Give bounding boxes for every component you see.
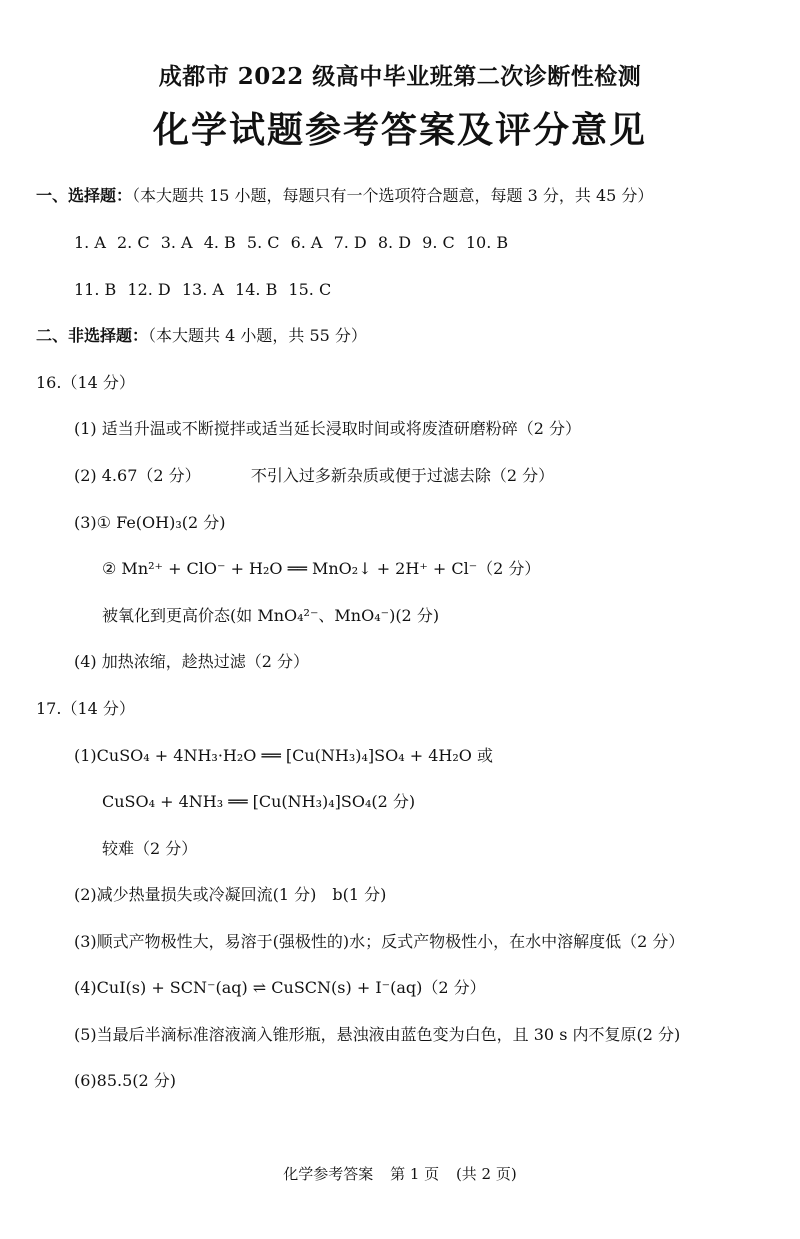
mc-answer: 2. C — [117, 233, 150, 252]
q16-part-4: (4) 加热浓缩，趁热过滤（2 分） — [74, 652, 310, 671]
q16-part-3-3: 被氧化到更高价态(如 MnO₄²⁻、MnO₄⁻)(2 分) — [102, 606, 440, 625]
mc-answer: 9. C — [422, 233, 455, 252]
exam-title: 成都市 2022 级高中毕业班第二次诊断性检测 — [158, 63, 642, 90]
q16-part-3-1: (3)① Fe(OH)₃(2 分) — [74, 513, 226, 532]
mc-answer: 10. B — [465, 233, 509, 252]
section-1-heading-line — [36, 185, 653, 207]
q16-part-1: (1) 适当升温或不断搅拌或适当延长浸取时间或将废渣研磨粉碎（2 分） — [74, 419, 582, 438]
q16-part-2a: (2) 4.67（2 分） — [74, 466, 201, 485]
q17-part-2: (2)减少热量损失或冷凝回流(1 分) b(1 分) — [74, 885, 387, 904]
q17-part-3: (3)顺式产物极性大，易溶于(强极性的)水；反式产物极性小，在水中溶解度低（2 分） — [74, 932, 685, 951]
mc-answer: 14. B — [235, 280, 278, 299]
section-2-heading: 二、非选择题： — [36, 326, 149, 345]
footer-subject: 化学参考答案 — [283, 1165, 374, 1183]
q17-part-1b: CuSO₄ + 4NH₃ ══ [Cu(NH₃)₄]SO₄(2 分) — [102, 792, 416, 811]
mc-answer: 5. C — [246, 233, 280, 252]
mc-answer: 8. D — [377, 233, 412, 252]
section-1-note: （本大题共 15 小题，每题只有一个选项符合题意，每题 3 分，共 45 分） — [132, 186, 654, 205]
q16-part-2b: 不引入过多新杂质或便于过滤去除（2 分） — [250, 466, 555, 485]
question-16-label: 16.（14 分） — [36, 373, 135, 392]
page-footer — [0, 1163, 800, 1184]
mc-answers-row-2 — [74, 279, 337, 301]
q17-part-6: (6)85.5(2 分) — [74, 1071, 177, 1090]
mc-answer: 4. B — [203, 233, 236, 252]
mc-answer: 15. C — [288, 280, 332, 299]
mc-answer: 7. D — [333, 233, 367, 252]
section-2-note: （本大题共 4 小题，共 55 分） — [148, 326, 367, 345]
q17-part-1a: (1)CuSO₄ + 4NH₃·H₂O ══ [Cu(NH₃)₄]SO₄ + 4H₂O 或 — [74, 746, 493, 765]
mc-answer: 6. A — [290, 233, 323, 252]
section-2-heading-line — [36, 325, 367, 347]
q17-part-5: (5)当最后半滴标准溶液滴入锥形瓶，悬浊液由蓝色变为白色，且 30 s 内不复原(2 分) — [74, 1025, 681, 1044]
q16-part-3-2: ② Mn²⁺ + ClO⁻ + H₂O ══ MnO₂↓ + 2H⁺ + Cl⁻（2 分） — [102, 559, 541, 578]
footer-page-number: 第 1 页 — [390, 1165, 440, 1183]
mc-answer: 1. A — [74, 233, 106, 252]
mc-answer: 12. D — [127, 280, 171, 299]
section-1-heading: 一、选择题： — [36, 186, 133, 205]
mc-answers-row-1 — [74, 232, 514, 254]
question-17-label: 17.（14 分） — [36, 699, 135, 718]
q16-part-2-line — [74, 465, 554, 487]
mc-answer: 3. A — [160, 233, 193, 252]
document-title: 化学试题参考答案及评分意见 — [152, 109, 647, 151]
q17-part-1c: 较难（2 分） — [102, 839, 198, 858]
footer-total-pages: (共 2 页) — [455, 1165, 517, 1183]
mc-answer: 13. A — [181, 280, 224, 299]
mc-answer: 11. B — [74, 280, 117, 299]
q17-part-4: (4)CuI(s) + SCN⁻(aq) ⇌ CuSCN(s) + I⁻(aq)（2 分） — [74, 978, 486, 997]
